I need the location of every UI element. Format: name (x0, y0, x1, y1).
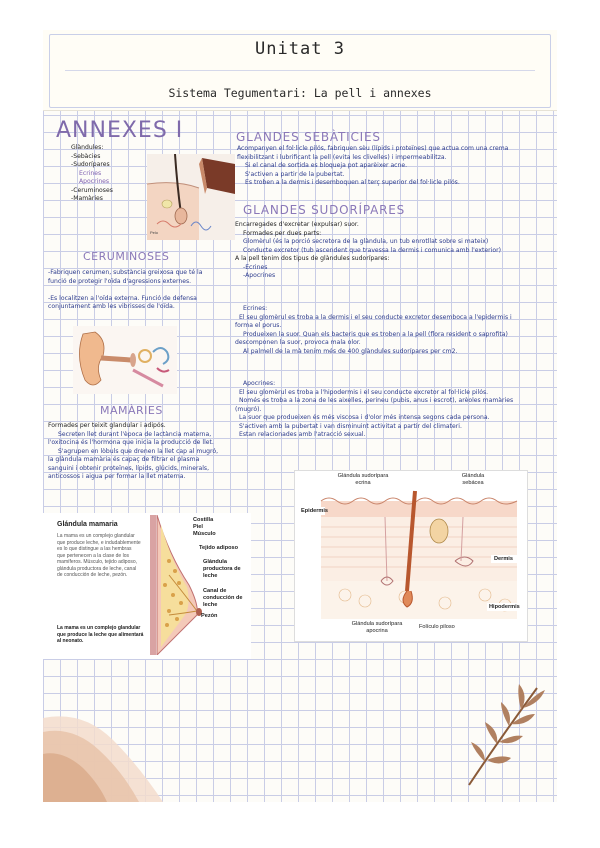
ecrines-text (235, 305, 512, 356)
apocrines-text (235, 380, 513, 440)
mamaries-title: MAMÀRIES (100, 404, 163, 417)
sudoripares-line: -Ecrines (243, 263, 268, 271)
breast-figure-heading: Glándula mamaria (57, 521, 118, 528)
notebook-page (43, 30, 557, 802)
breast-label: Músculo (193, 531, 216, 537)
sudoripares-line: Encarregades d'excretar (expulsar) suor. (235, 221, 359, 228)
ceruminoses-line: -Es localitzen a l'oïda externa. Funció de defensa (48, 294, 197, 302)
page-subtitle: Sistema Tegumentari: La pell i annexes (168, 86, 432, 100)
mamaries-line: sanguini i obtenir proteïnes, lípids, glúcids, minerals, (48, 464, 210, 472)
sebacies-line: Si el canal de sortida es bloqueja pot aparèixer acne. (245, 162, 408, 169)
apocrines-line: La suor que produeixen és més viscosa i d'olor més intensa segons cada persona. (239, 414, 490, 421)
sebacies-title: GLANDES SEBÀTICIES (236, 130, 381, 144)
ecrines-line: Al palmell de la mà tenim més de 400 glàndules sudorípares per cm2. (243, 347, 458, 355)
skin-label: Glándula sebácea (461, 473, 485, 486)
sudoripares-line: Glomèrul (és la porció secretora de la glàndula, un tub enrotllat sobre si mateix) (243, 238, 489, 245)
annexes-list (71, 144, 113, 204)
header (43, 30, 557, 111)
sebacies-line: Es troben a la dermis i desemboquen al terç superior del fol·licle pilós. (245, 179, 460, 186)
apocrines-line: Només es troba a la zona de les aixelles, perineu (pubis, anus i escrot), arèoles mamàries (239, 397, 514, 404)
ecrines-line: El seu glomèrul es troba a la dermis i el seu conducte excretor desemboca a l'epidermis i (239, 313, 512, 321)
ceruminoses-line (48, 286, 203, 295)
sudoripares-line: Conducte excretor (tub ascendent que travessa la dermis i comunica amb l'exterior) (243, 246, 501, 254)
sudoripares-line: A la pell tenim dos tipus de glàndules sudorípares: (235, 255, 390, 262)
breast-label: Costilla (193, 517, 214, 523)
ceruminoses-title: CERUMINOSES (83, 250, 170, 263)
mamaries-line: l'oxitocina és l'hormona que inicia la producció de llet. (48, 439, 214, 446)
sudoripares-title: GLANDES SUDORÍPARES (243, 203, 406, 217)
annexes-title: ANNEXES I (56, 118, 184, 143)
annexes-item: Glàndules: (71, 144, 104, 151)
skin-label: Hipodermis (489, 604, 520, 610)
sebacies-line: S'activen a partir de la pubertat. (245, 170, 345, 178)
svg-text:Pelo: Pelo (150, 230, 159, 235)
annexes-item: -Mamàries (71, 195, 103, 202)
mamaries-line: la glàndula mamària és capaç de filtrar el plasma (48, 456, 200, 463)
ear-anatomy-image (73, 326, 177, 394)
annexes-item: Apocrines (79, 178, 110, 185)
breast-label: Glándula productora de leche (203, 559, 241, 579)
sebacies-text (237, 145, 508, 188)
sebacies-line: Acompanyen el fol·licle pilós, fabriquen sèu (lípids i proteïnes) que actua com una crema (237, 145, 509, 152)
sudoripares-line: Formades per dues parts: (243, 229, 322, 237)
skin-cross-section-figure (294, 470, 528, 642)
skin-label: Epidermis (301, 508, 329, 514)
breast-label: Canal de conducción de leche (203, 588, 243, 608)
skin-label: Folículo piloso (419, 624, 455, 630)
ecrines-line: Ecrines: (243, 305, 268, 312)
annexes-item: -Ceruminoses (71, 186, 113, 194)
header-divider (65, 70, 535, 71)
mamaries-line: anticossos i aigua per formar la llet materna. (48, 473, 186, 480)
ceruminoses-text (48, 269, 203, 312)
sudoripares-line: -Apocrines (243, 272, 276, 279)
skin-label: Glándula sudorípara ecrina (337, 473, 389, 486)
breast-figure-note: La mama es un complejo glandular que produce la leche que alimentará al neonato. (57, 625, 144, 644)
ceruminoses-line: conjuntament amb les vibrisses de l'oïda. (48, 303, 175, 310)
breast-figure-body: La mama es un complejo glandular que produce leche, e indudablemente es lo que distingue a las hembras que pertenecen a la clase de los mamíferos. Músculo, tejido adiposo, glándula productora de leche, canal de conducción de leche, pezón. (57, 533, 141, 578)
ceruminoses-line: -Fabriquen cerumen, substància greixosa que té la (48, 269, 203, 276)
mamaries-line: S'agrupen en lòbuls que drenen la llet cap al mugró, (58, 447, 219, 455)
annexes-item: -Sebàcies (71, 152, 101, 160)
skin-label: Glándula sudorípara apocrina (351, 621, 403, 634)
annexes-item: Ecrines (79, 169, 102, 177)
apocrines-line: S'activen amb la pubertat i van disminuint activitat a partir del climateri. (239, 422, 462, 430)
apocrines-line: (mugró). (235, 405, 262, 413)
breast-gland-figure (43, 513, 251, 659)
breast-label: Tejido adiposo (199, 545, 239, 551)
annexes-item: -Sudorípares (71, 161, 110, 168)
apocrines-line: El seu glomèrul es troba a l'hipodermis i el seu conducte excretor al fol·licle pilós. (239, 388, 489, 396)
apocrines-line: Apocrines: (243, 380, 276, 387)
hair-follicle-image (147, 154, 235, 240)
apocrines-line: Estan relacionades amb l'atracció sexual. (239, 431, 366, 438)
sebacies-line: flexibilitzant i lubrificant la pell (evita les clivelles) i impermeabilitza. (237, 153, 447, 161)
ecrines-line: forma el porus. (235, 322, 282, 329)
mamaries-line: Formades per teixit glandular i adipós. (48, 422, 166, 429)
mamaries-text (48, 422, 218, 482)
mamaries-line: Secreten llet durant l'època de lactància materna, (58, 430, 212, 438)
breast-label: Pezón (201, 613, 218, 619)
ceruminoses-line: funció de protegir l'oïda d'agressions externes. (48, 277, 192, 285)
ecrines-line: descomponen la suor, provoca mala olor. (235, 339, 361, 346)
sudoripares-intro (235, 221, 501, 281)
decorative-brush-stroke (43, 710, 163, 802)
breast-label: Piel (193, 524, 203, 530)
decorative-leaf-icon (459, 680, 549, 790)
ecrines-line: Produeixen la suor. Quan els bacteris que es troben a la pell (flora resident o saprofita) (243, 330, 508, 338)
unit-title: Unitat 3 (255, 39, 345, 59)
skin-label: Dermis (494, 556, 513, 562)
